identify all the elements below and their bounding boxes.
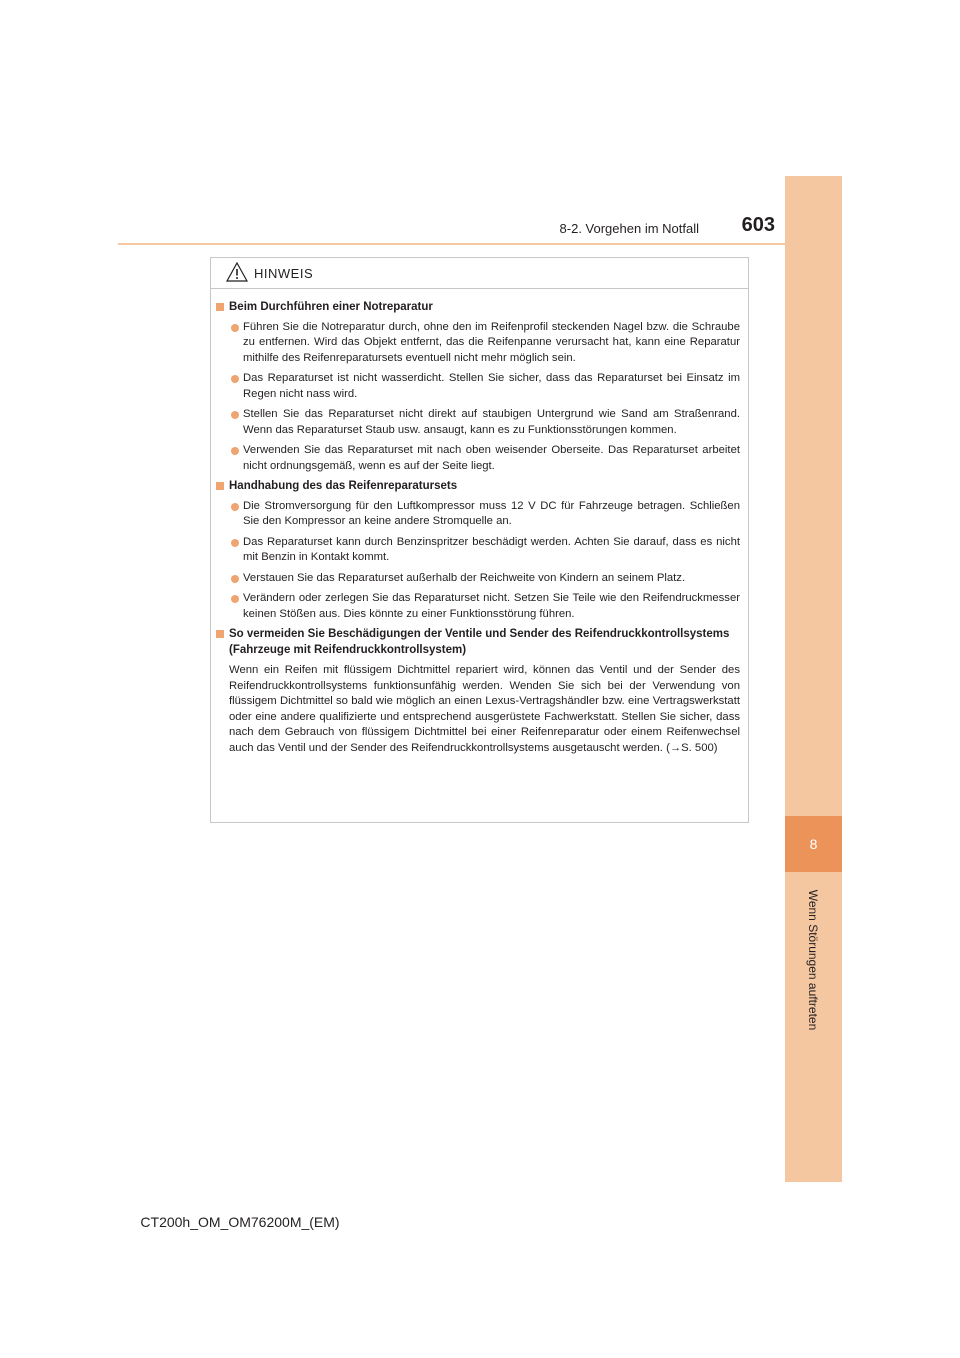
notice-section-emergency-repair [215,300,740,474]
round-bullet-icon [231,503,239,511]
list-item [215,499,740,530]
section-heading [215,627,740,658]
notice-section-repair-kit-handling [215,479,740,622]
page-number: 603 [741,214,775,236]
list-item [215,320,740,367]
round-bullet-icon [231,595,239,603]
list-item [215,407,740,438]
round-bullet-icon [231,575,239,583]
section-title: 8-2. Vorgehen im Notfall [559,221,699,236]
square-bullet-icon [216,303,224,311]
list-item-text: Führen Sie die Notreparatur durch, ohne den im Reifenprofil steckenden Nagel bzw. die Schraube zu entfernen. Wird das Objekt entfernt, das die Reifenpanne verursacht hat, kann eine Reparatur mithilfe des Reifenreparatursets eventuell nicht mehr möglich sein. [243,320,740,364]
list-item-text: Stellen Sie das Reparaturset nicht direkt auf staubigen Untergrund wie Sand am Straßenrand. Wenn das Reparaturset Staub usw. ansaugt, kann es zu Funktionsstörungen kommen. [243,408,740,436]
round-bullet-icon [231,447,239,455]
list-item-text: Verändern oder zerlegen Sie das Reparaturset nicht. Setzen Sie Teile wie den Reifendruckmesser keinen Stößen aus. Dies könnte zu einer Funktionsstörung führen. [243,592,740,620]
section-heading-text: So vermeiden Sie Beschädigungen der Ventile und Sender des Reifendruckkontrollsystems (Fahrzeuge mit Reifendruckkontrollsystem) [229,628,730,656]
chapter-side-tab [785,176,842,1182]
section-heading-text: Handhabung des das Reifenreparatursets [229,480,458,492]
notice-section-tpms-valves [215,627,740,756]
list-item [215,591,740,622]
round-bullet-icon [231,375,239,383]
document-code: CT200h_OM_OM76200M_(EM) [140,1214,340,1230]
notice-header [211,258,748,289]
section-heading-text: Beim Durchführen einer Notreparatur [229,301,433,313]
list-item-text: Das Reparaturset kann durch Benzinspritzer beschädigt werden. Achten Sie darauf, dass es nicht mit Benzin in Kontakt kommt. [243,535,740,563]
notice-box [210,257,749,823]
bullet-list [215,320,740,475]
list-item-text: Verwenden Sie das Reparaturset mit nach oben weisender Oberseite. Das Reparaturset arbeitet nicht ordnungsgemäß, wenn es auf der Seite liegt. [243,444,740,472]
section-heading [215,300,740,316]
bullet-list [215,499,740,623]
header-rule [118,243,842,245]
list-item [215,371,740,402]
round-bullet-icon [231,539,239,547]
warning-triangle-icon [226,262,248,287]
chapter-number-box [785,816,842,872]
square-bullet-icon [216,630,224,638]
square-bullet-icon [216,482,224,490]
round-bullet-icon [231,411,239,419]
list-item [215,535,740,566]
notice-title: HINWEIS [254,266,314,281]
chapter-number: 8 [809,836,818,852]
section-heading [215,479,740,495]
notice-body [211,289,748,756]
list-item-text: Die Stromversorgung für den Luftkompressor muss 12 V DC für Fahrzeuge betragen. Schließen Sie den Kompressor an keine andere Stromquelle an. [243,499,740,527]
chapter-title-vertical: Wenn Störungen auftreten [806,889,820,1031]
round-bullet-icon [231,324,239,332]
list-item-text: Das Reparaturset ist nicht wasserdicht. Stellen Sie sicher, dass das Reparaturset bei Einsatz im Regen nicht nass wird. [243,372,740,400]
section-paragraph: Wenn ein Reifen mit flüssigem Dichtmittel repariert wird, können das Ventil und der Sender des Reifendruckkontrollsystems funktionsunfähig werden. Wenden Sie sich bei der Verwendung von flüssigem Dichtmittel so bald wie möglich an einen Lexus-Vertragshändler bzw. eine Vertragswerkstatt oder eine andere qualifizierte und entsprechend ausgerüstete Fachwerkstatt. Stellen Sie sicher, dass nach dem Gebrauch von flüssigem Dichtmittel bei einer Reifenreparatur oder einem Reifenwechsel auch das Ventil und der Sender des Reifendruckkontrollsystems ausgetauscht werden. (→S. 500) [229,664,740,754]
list-item [215,571,740,587]
list-item [215,443,740,474]
list-item-text: Verstauen Sie das Reparaturset außerhalb der Reichweite von Kindern an seinem Platz. [243,571,686,584]
